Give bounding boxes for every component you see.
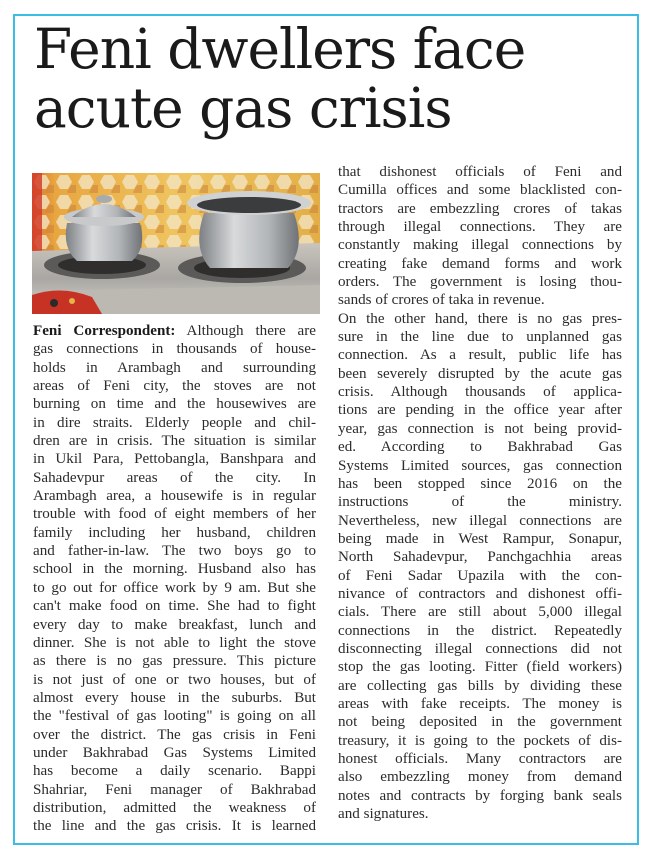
body-line: has become a daily scenario. Bappi [33,763,316,780]
body-line: Sahadevpur areas of the city. In [33,469,316,486]
body-line: crisis. Although thousands of applica- [338,384,622,401]
body-line: holds in Arambagh and surrounding [33,359,316,376]
body-line: North Sahadevpur, Panchgachhia areas [338,549,622,566]
body-line: Cumilla offices and some blacklisted con- [338,182,622,199]
body-line: not being deposited in the government [338,714,622,731]
body-line: in Ukil Para, Pettobangla, Banshpara and [33,451,316,468]
body-line: honest officials. Many contractors are [338,751,622,767]
body-line: tions are pending in the office year after [338,402,622,419]
body-line: being made in West Rampur, Sonapur, [338,530,622,547]
body-line: can't make food on time. She had to fight [33,598,316,615]
body-line: in dire straits. Elderly people and chil- [33,414,316,431]
body-line: ed. According to Bakhrabad Gas [338,439,622,456]
body-line: dren are in crisis. The situation is similar [33,433,316,450]
body-line: year, gas connection is not being provid- [338,420,622,437]
body-line: under Bakhrabad Gas Systems Limited [33,744,316,761]
body-line: sands of crores of taka in revenue. [338,292,545,309]
body-line: stop the gas looting. Fitter (field workers) [338,659,622,676]
body-line: of Feni Sadar Upazila with the con- [338,567,622,584]
body-line: that dishonest officials of Feni and [338,164,622,180]
body-line: dinner. She is not able to light the stove [33,634,316,651]
body-line: has been stopped since 2016 on the [338,475,622,492]
body-line: areas of Feni city, the stoves are not [33,378,316,395]
body-line: Feni Correspondent: Although there are [33,323,316,339]
body-line: constantly making illegal connections by [338,237,622,254]
body-line: instructions of the ministry. [338,494,622,511]
body-line: every day to make breakfast, lunch and [33,616,316,633]
body-line: are collecting gas bills by dividing these [338,677,622,694]
body-line: orders. The government is losing thou- [338,274,622,291]
article-photo [32,173,320,314]
body-line: family including her husband, children [33,524,316,541]
body-line: through illegal connections. They are [338,219,622,236]
body-line: and father-in-law. The two boys go to [33,543,316,560]
body-line: is not just of one or two houses, but of [33,671,316,688]
body-line: and signatures. [338,806,429,823]
article-body-right-column [338,163,622,823]
body-line: sure in the line due to unplanned gas [338,329,622,346]
body-line: as there is no gas pressure. This picture [33,653,316,670]
body-line: Nevertheless, new illegal connections are [338,512,622,529]
body-line: Arambagh area, a housewife is in regular [33,488,316,505]
body-line: disconnecting illegal connections did not [338,640,622,657]
article-headline [34,17,634,140]
body-line: notes and contracts by forging bank seals [338,787,622,804]
body-line: school in the morning. Husband also has [33,561,316,578]
gas-stove-photo-illustration [32,173,320,314]
body-line: also embezzling money from demand [338,769,622,786]
body-line: areas with fake receipts. The money is [338,695,622,712]
body-line: cials. There are still about 5,000 illegal [338,604,622,621]
body-line: distribution, admitted the weakness of [33,799,316,816]
body-line: burning on time and the housewives are [33,396,316,413]
body-line: connections in the district. Repeatedly [338,622,622,639]
body-line: treasury, it is going to the pockets of dis- [338,732,622,749]
body-line: tractors are embezzling crores of takas [338,200,622,217]
body-line: gas connections in thousands of house- [33,341,316,358]
body-line: been severely disrupted by the acute gas [338,365,622,382]
body-line: almost every house in the suburbs. But [33,689,316,706]
body-line: nivance of contractors and dishonest offi- [338,585,622,602]
article-body-left-column [33,322,316,836]
body-line: creating fake demand forms and work [338,255,622,272]
body-line: the line and the gas crisis. It is learned [33,818,316,835]
body-line: Shahriar, Feni manager of Bakhrabad [33,781,316,798]
body-line: trouble with food of eight members of her [33,506,316,523]
headline-line-1: Feni dwellers face [34,17,526,81]
headline-line-2: acute gas crisis [34,76,452,140]
body-line: the "festival of gas looting" is going on all [33,708,316,725]
body-line: to go out for office work by 9 am. But she [33,579,316,596]
body-line: connection. As a result, public life has [338,347,622,364]
body-line: over the district. The gas crisis in Feni [33,726,316,743]
body-line: Systems Limited sources, gas connection [338,457,622,474]
article-dateline: Feni Correspondent: [33,323,176,339]
body-line: On the other hand, there is no gas pres- [338,310,622,327]
